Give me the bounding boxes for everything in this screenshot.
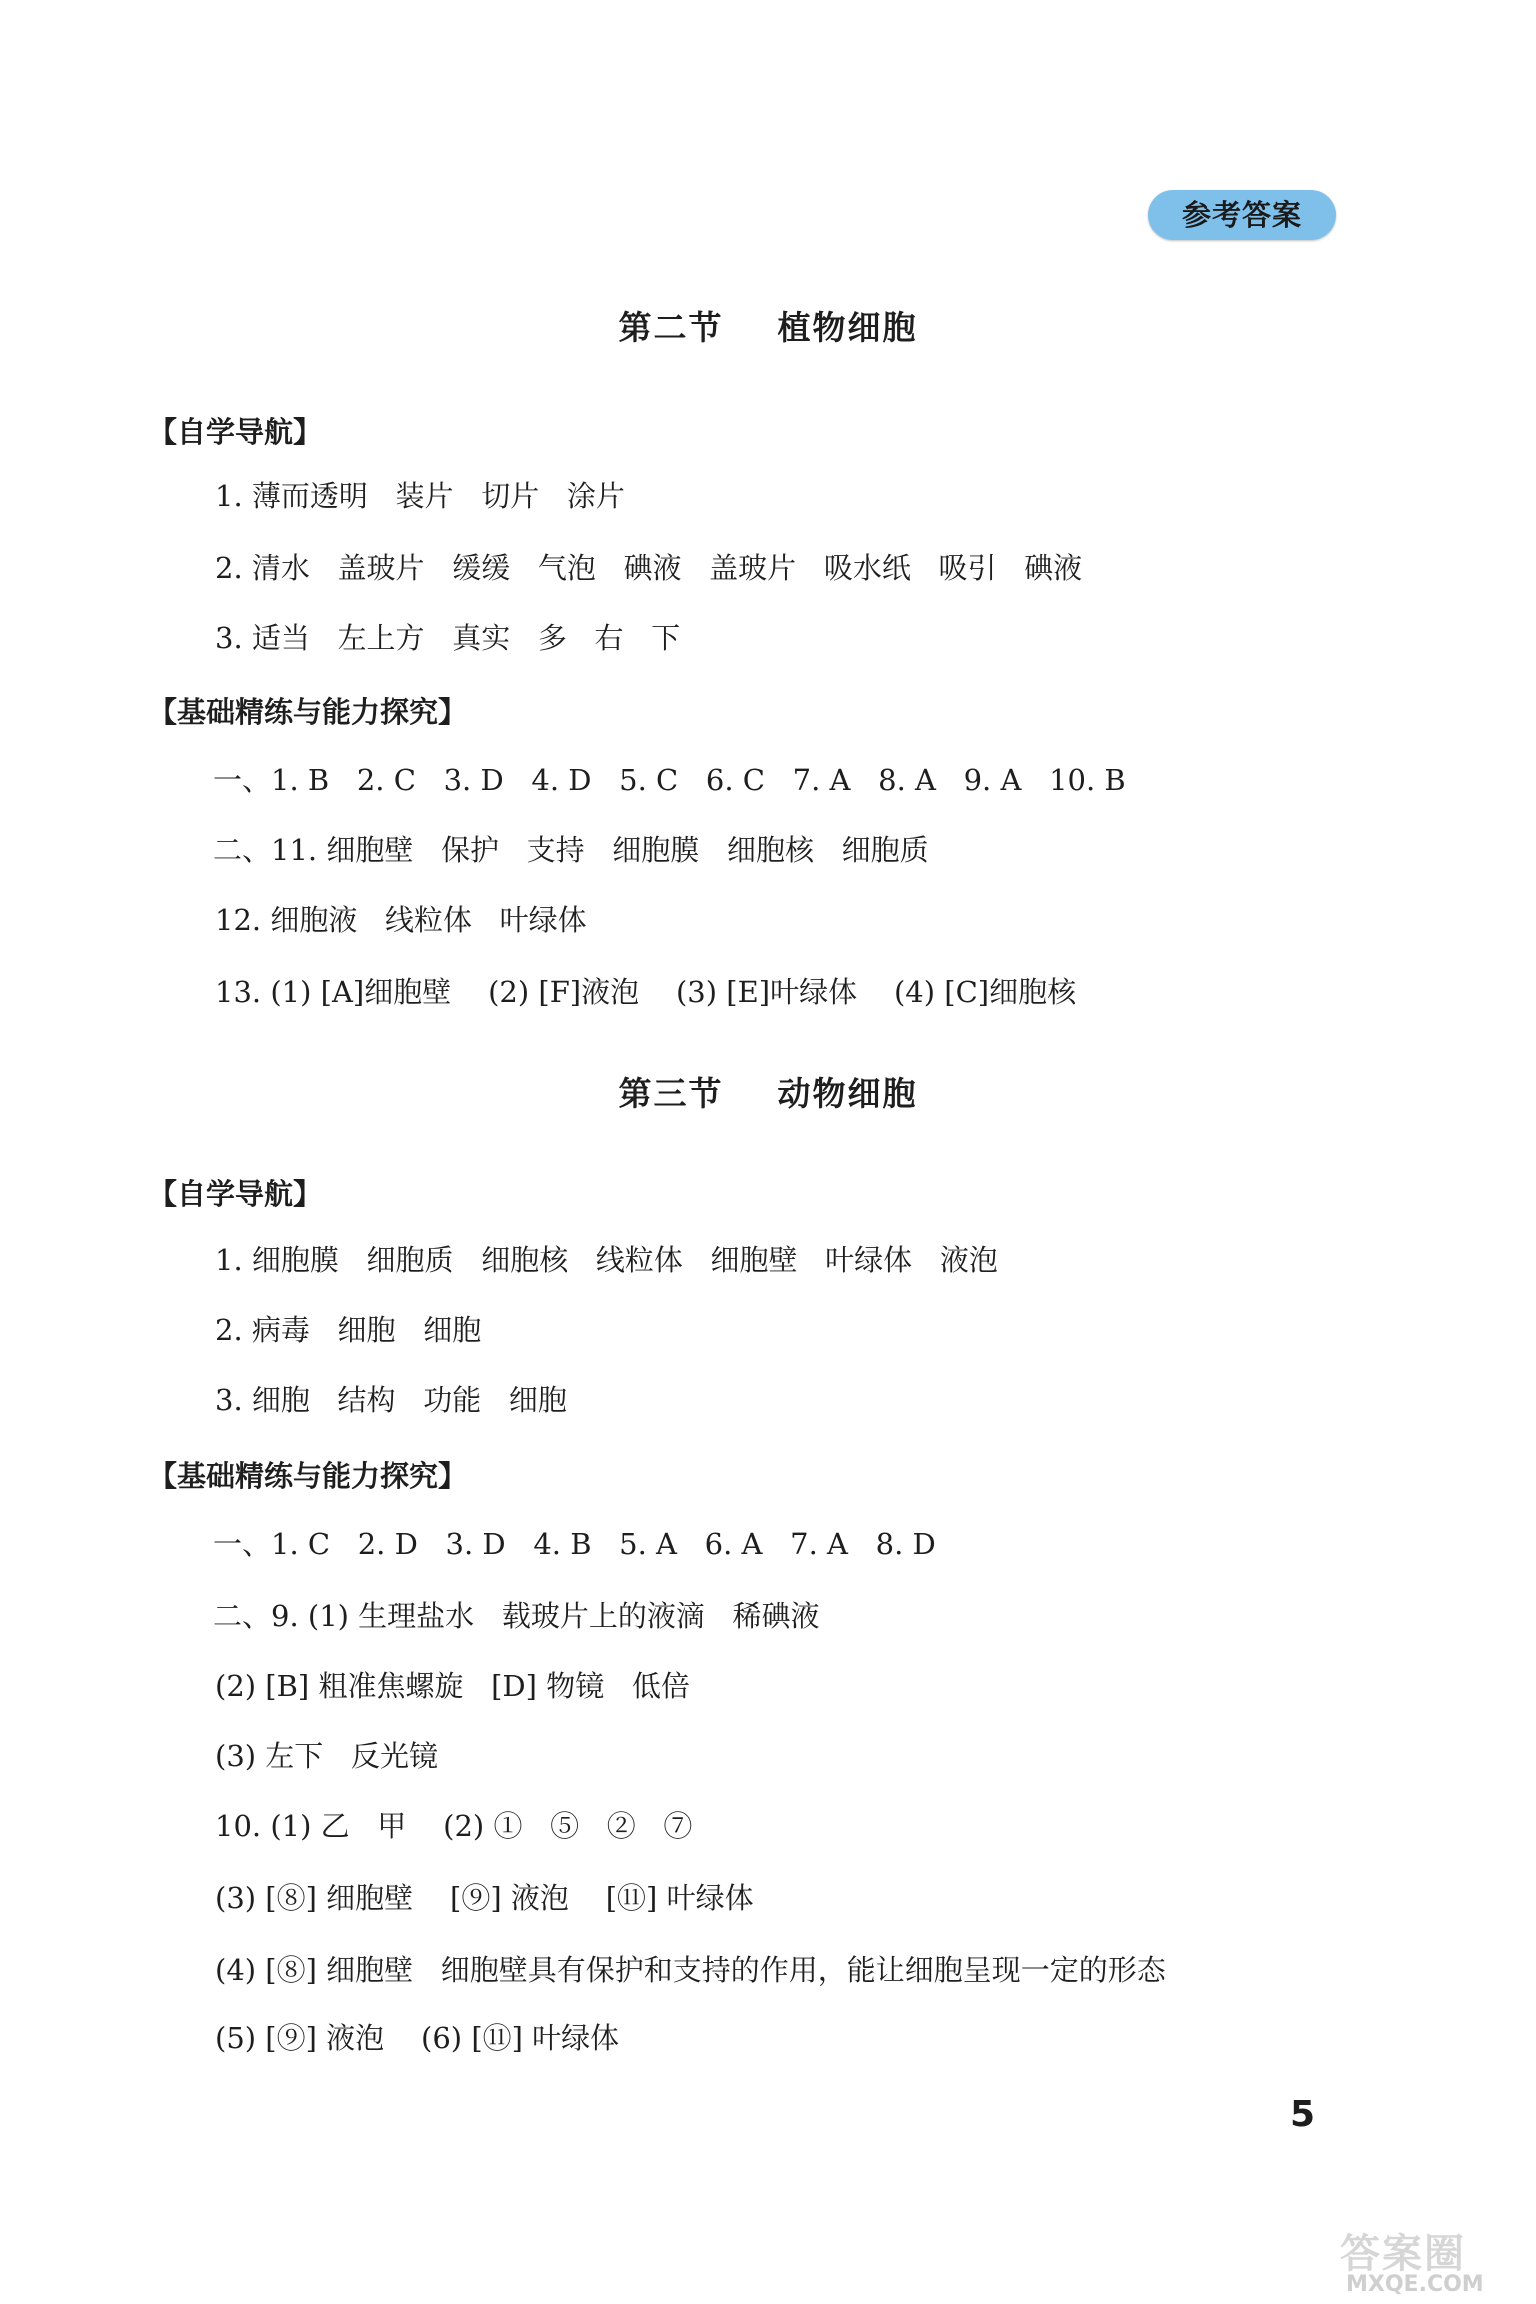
answer-line: 二、11. 细胞壁 保护 支持 细胞膜 细胞核 细胞质 [213, 833, 929, 867]
reference-answer-badge: 参考答案 [1148, 190, 1336, 240]
answer-line: 10. (1) 乙 甲 (2) ① ⑤ ② ⑦ [215, 1809, 693, 1843]
section-title-plant-cell: 第二节 植物细胞 [618, 308, 918, 347]
answer-line: (5) [⑨] 液泡 (6) [⑪] 叶绿体 [215, 2021, 620, 2055]
answer-line: 二、9. (1) 生理盐水 载玻片上的液滴 稀碘液 [213, 1599, 820, 1633]
watermark-url: MXQE.COM [1346, 2272, 1484, 2297]
answer-line: (4) [⑧] 细胞壁 细胞壁具有保护和支持的作用，能让细胞呈现一定的形态 [215, 1953, 1166, 1987]
answer-line: 1. 薄而透明 装片 切片 涂片 [215, 479, 625, 513]
site-watermark [1340, 2222, 1525, 2300]
answer-line: 2. 清水 盖玻片 缓缓 气泡 碘液 盖玻片 吸水纸 吸引 碘液 [215, 551, 1083, 585]
practice-heading: 【基础精练与能力探究】 [148, 1459, 468, 1493]
answer-line: 一、1. B 2. C 3. D 4. D 5. C 6. C 7. A 8. A 9. A 10. B [213, 763, 1126, 797]
self-study-heading: 【自学导航】 [148, 415, 323, 449]
answer-line: 1. 细胞膜 细胞质 细胞核 线粒体 细胞壁 叶绿体 液泡 [215, 1243, 998, 1277]
answer-line: 3. 细胞 结构 功能 细胞 [215, 1383, 567, 1417]
answer-line: (3) [⑧] 细胞壁 [⑨] 液泡 [⑪] 叶绿体 [215, 1881, 754, 1915]
answer-line: 2. 病毒 细胞 细胞 [215, 1313, 482, 1347]
answer-line: (2) [B] 粗准焦螺旋 [D] 物镜 低倍 [215, 1669, 690, 1703]
answer-line: 13. (1) [A]细胞壁 (2) [F]液泡 (3) [E]叶绿体 (4) [C]细胞核 [215, 975, 1077, 1009]
section-title-animal-cell: 第三节 动物细胞 [618, 1074, 918, 1113]
practice-heading: 【基础精练与能力探究】 [148, 695, 468, 729]
answer-line: 12. 细胞液 线粒体 叶绿体 [215, 903, 587, 937]
self-study-heading: 【自学导航】 [148, 1177, 323, 1211]
answer-line: (3) 左下 反光镜 [215, 1739, 438, 1773]
watermark-logo-text: 答案圈 [1340, 2231, 1466, 2277]
answer-line: 3. 适当 左上方 真实 多 右 下 [215, 621, 681, 655]
page-number: 5 [1290, 2094, 1316, 2135]
answer-line: 一、1. C 2. D 3. D 4. B 5. A 6. A 7. A 8. D [213, 1527, 936, 1561]
